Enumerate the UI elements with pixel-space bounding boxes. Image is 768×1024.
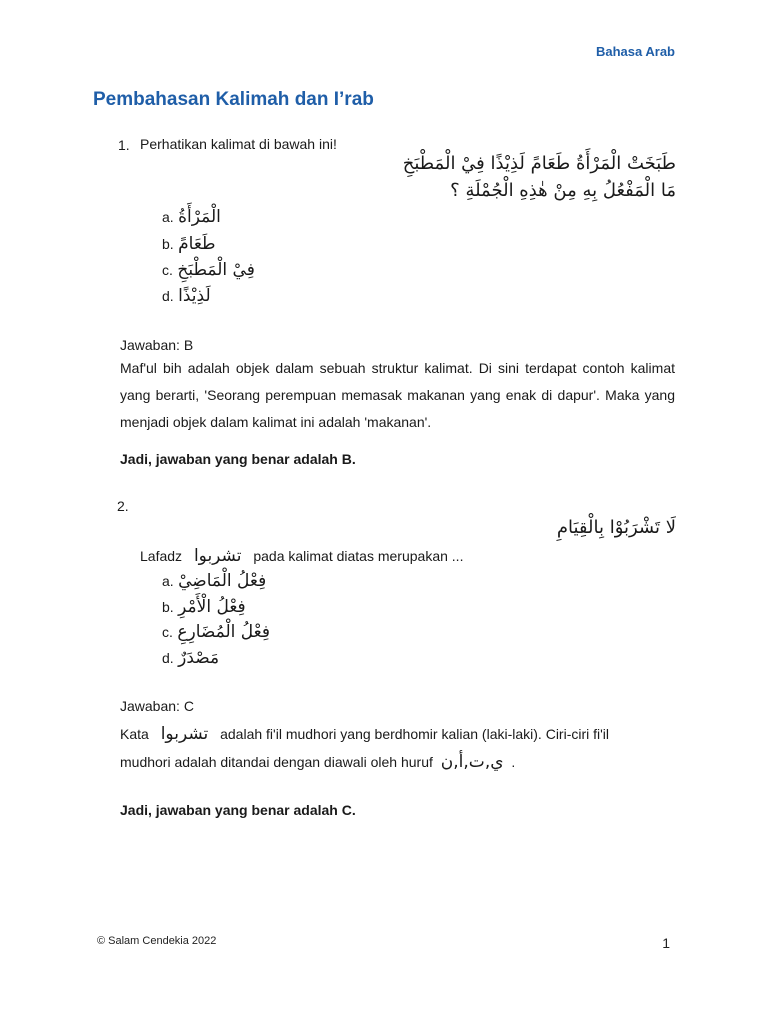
option-letter: b. — [162, 236, 174, 252]
option-text: فِيْ الْمَطْبَخِ — [177, 260, 255, 280]
question-1-option-a[interactable] — [162, 207, 221, 227]
question-2-explanation-line-2 — [120, 749, 515, 776]
expl-word: Kata — [120, 726, 149, 742]
option-letter: c. — [162, 624, 173, 640]
expl-arabic-word: تشربوا — [160, 724, 209, 744]
question-1-answer: Jawaban: B — [120, 337, 194, 353]
option-letter: d. — [162, 288, 174, 304]
expl-line2-before: mudhori adalah ditandai dengan diawali oleh huruf — [120, 754, 433, 770]
footer-copyright: © Salam Cendekia 2022 — [97, 935, 217, 947]
expl-rest: adalah fi'il mudhori yang berdhomir kalian (laki-laki). Ciri-ciri fi'il — [220, 726, 610, 742]
question-1-number: 1. — [118, 137, 130, 153]
question-1-option-b[interactable] — [162, 234, 216, 254]
option-text: فِعْلُ الْمَاضِيْ — [178, 571, 267, 591]
option-text: طَعَامً — [178, 234, 216, 254]
question-2-prompt — [140, 543, 463, 570]
question-2-arabic-sentence: لَا تَشْرَبُوْا بِالْقِيَامِ — [556, 517, 676, 538]
question-2-option-c[interactable] — [162, 622, 270, 642]
option-text: فِعْلُ الْمُضَارِعِ — [177, 622, 270, 642]
prompt-before: Lafadz — [140, 548, 183, 564]
option-text: فِعْلُ الْأَمْرِ — [178, 597, 246, 617]
page-title: Pembahasan Kalimah dan I’rab — [93, 89, 374, 110]
option-text: الْمَرْأَةُ — [178, 207, 221, 227]
question-2-answer: Jawaban: C — [120, 698, 194, 714]
question-1-arabic-question: مَا الْمَفْعُلُ بِهِ مِنْ هٰذِهِ الْجُمْلَةِ ؟ — [450, 180, 676, 201]
question-2-option-d[interactable] — [162, 648, 219, 668]
prompt-after: pada kalimat diatas merupakan ... — [253, 548, 464, 564]
question-2-explanation-line-1 — [120, 721, 675, 748]
question-1-prompt: Perhatikan kalimat di bawah ini! — [140, 136, 337, 152]
prompt-arabic-word: تشربوا — [193, 546, 242, 566]
question-1-conclusion: Jadi, jawaban yang benar adalah B. — [120, 451, 356, 467]
option-text: مَصْدَرٌ — [178, 648, 220, 668]
question-2-option-a[interactable] — [162, 571, 266, 591]
question-2-option-b[interactable] — [162, 597, 246, 617]
question-2-number: 2. — [117, 498, 129, 514]
question-1-explanation: Maf'ul bih adalah objek dalam sebuah struktur kalimat. Di sini terdapat contoh kalimat yang berarti, 'Seorang perempuan memasak makanan yang enak di dapur'. Maka yang menjadi objek dalam kalimat ini adalah 'makanan'. — [120, 360, 675, 430]
option-letter: a. — [162, 573, 174, 589]
option-letter: a. — [162, 209, 174, 225]
option-letter: d. — [162, 650, 174, 666]
question-2-conclusion: Jadi, jawaban yang benar adalah C. — [120, 802, 356, 818]
question-1-option-d[interactable] — [162, 286, 211, 306]
question-1-option-c[interactable] — [162, 260, 255, 280]
expl-letters: ي,ت,أ,ن — [440, 752, 504, 772]
expl-line2-after: . — [511, 754, 516, 770]
page-number: 1 — [662, 935, 670, 951]
question-1-arabic-sentence: طَبَخَتْ الْمَرْأَةُ طَعَامً لَذِيْذًا فِيْ الْمَطْبَخِ — [402, 153, 676, 174]
option-letter: b. — [162, 599, 174, 615]
option-text: لَذِيْذًا — [178, 286, 211, 306]
subject-label: Bahasa Arab — [596, 44, 675, 59]
option-letter: c. — [162, 262, 173, 278]
